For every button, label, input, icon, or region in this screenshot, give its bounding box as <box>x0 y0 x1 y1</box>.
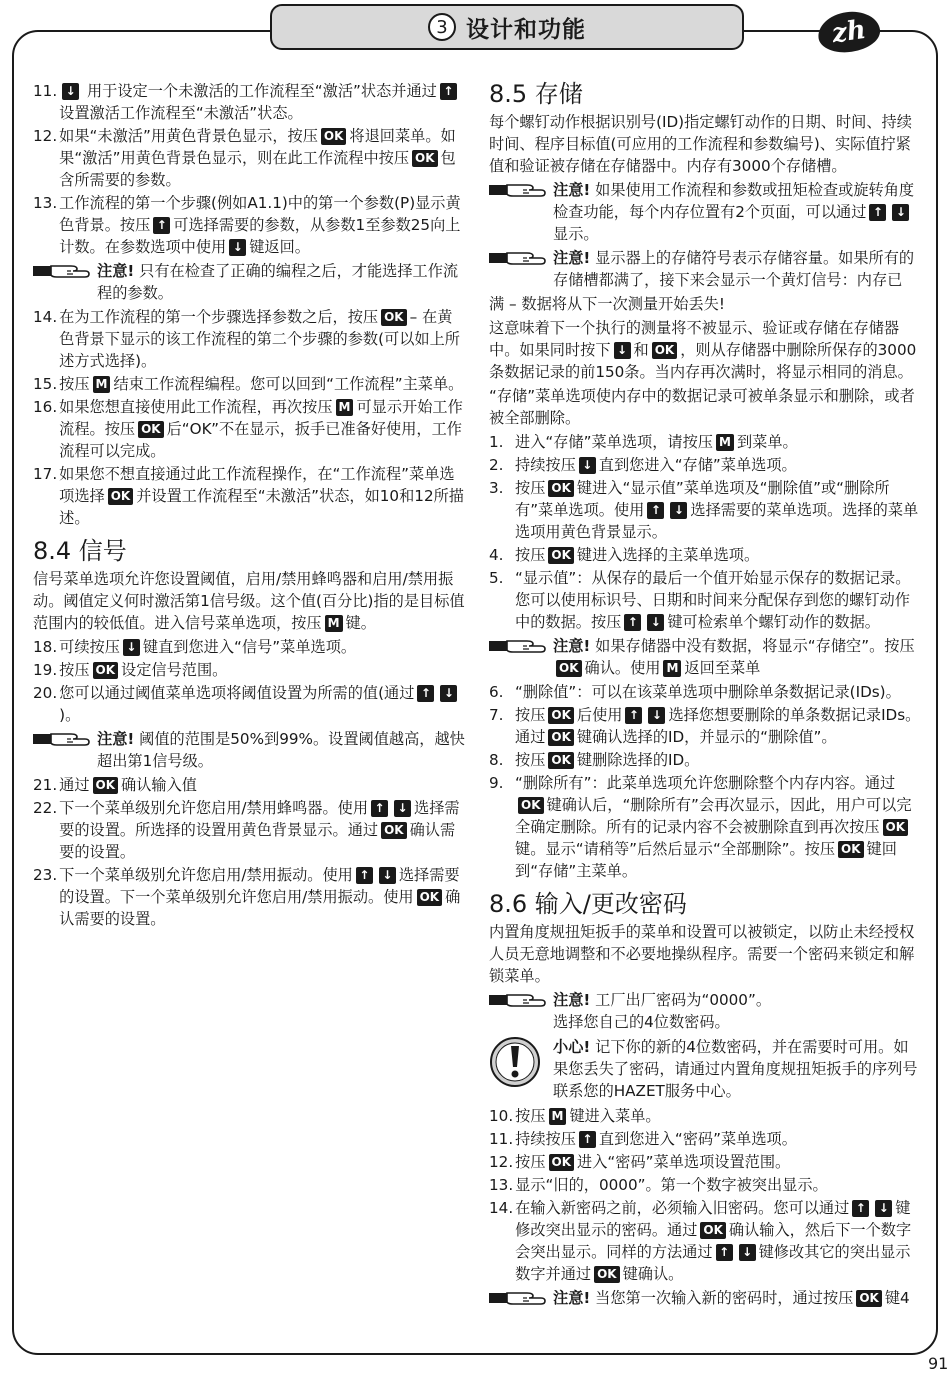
ok-key-icon: OK <box>883 819 909 836</box>
chapter-number: 3 <box>428 13 456 41</box>
list-item: 1. 进入“存储”菜单选项，请按压 M 到菜单。 <box>489 433 798 451</box>
language-badge: zh <box>816 8 883 56</box>
up-key-icon: ↑ <box>852 1200 869 1217</box>
ok-key-icon: OK <box>412 150 438 167</box>
list-item: 14. 在为工作流程的第一个步骤选择参数之后，按压 OK – 在黄色背景下显示的该工作流程的第二个步骤的参数(可以如上所述方式选择)。 <box>33 308 460 370</box>
m-key-icon: M <box>663 660 681 677</box>
list-item: 12. 如果“未激活”用黄色背景色显示，按压 OK 将退回菜单。如果“激活”用黄色背景色显示，则在此工作流程中按压 OK 包含所需要的参数。 <box>33 127 456 189</box>
down-key-icon: ↓ <box>379 867 396 884</box>
list-item: 6. “删除值”：可以在该菜单选项中删除单条数据记录(IDs)。 <box>489 683 901 701</box>
right-column: 8.5 存储 每个螺钉动作根据识别号(ID)指定螺钉动作的日期、时间、持续时间、程序目标值(可应用的工作流程和参数编号)、实际值拧紧值和验证被存储在存储器中。内存有3000个存储槽。 注意! 如果使用工作流程和参数或扭矩检查或旋转角度检查功能，每个内存位置有2个页面，可以通过 ↑ ↓显示。 注意! 显示器上的存储符号表示存储容量。如果所有的存储槽都满了，接下来会显示一个黄灯信号：内存已 满 – 数据将从下一次测量开始丢失! 这意味着下一个执行的测量将不被显示、验证或存储在存储器中。如果同时按下 ↓ 和 OK ，则从存储器中删除所保存的3000条数据记录的前150条。当内存再次满时，将显示相同的消息。 “存储”菜单选项使内存中的数据记录可被单条显示和删除，或者被全部删除。 1. 进入“存储”菜单选项，请按压 M 到菜单。 2. 持续按压 ↓ 直到您进入“存储”菜单选项。 3. 按压 OK 键进入“显示值”菜单选项及“删除值”或“删除所有”菜单选项。使用 ↑ ↓ 选择需要的菜单选项。选择的菜单选项用黄色背景显示。 4. 按压 OK 键进入选择的主菜单选项。 5. “显示值”：从保存的最后一个值开始显示保存的数据记录。您可以使用标识号、日期和时间来分配保存到您的螺钉动作中的数据。按压 ↑ ↓ 键可检索单个螺钉动作的数据。 注意! 如果存储器中没有数据，将显示“存储空”。按压OK 确认。使用 M 返回至菜单 6. “删除值”：可以在该菜单选项中删除单条数据记录(IDs)。 7. 按压 OK 后使用 ↑ ↓ 选择您想要删除的单条数据记录IDs。通过 OK 键确认选择的ID，并显示的“删除值”。 8. 按压 OK 键删除选择的ID。 9. “删除所有”：此菜单选项允许您删除整个内存内容。通过OK 键确认后，“删除所有”会再次显示，因此，用户可以完全确定删除。所有的记录内容不会被删除直到再次按压 OK键。显示“请稍等”后然后显示“全部删除”。按压 OK 键回到“存储”主菜单。 8.6 输入/更改密码 内置角度规扭矩扳手的菜单和设置可以被锁定，以防止未经授权人员无意地调整和不必要地操纵程序。需要一个密码来锁定和解锁菜单。 注意! 工厂出厂密码为“0000”。 选择您自己的4位数密码。 小心! 记下你的新的4位数密码，并在需要时可用。如果您丢失了密码，请通过内置角度规扭矩扳手的序列号联系您的HAZET服务中心。 10. 按压 M 键进入菜单。 11. 持续按压 ↑ 直到您进入“密码”菜单选项。 12. 按压 OK 进入“密码”菜单选项设置范围。 13. 显示“旧的，0000”。第一个数字被突出显示。 14. 在输入新密码之前，必须输入旧密码。您可以通过 ↑ ↓ 键修改突出显示的密码。通过 OK 确认输入，然后下一个数字会突出显示。同样的方法通过 ↑ ↓ 键修改其它的突出显示数字并通过 OK 键确认。 注意! 当您第一次输入新的密码时，通过按压 OK 键4 <box>489 80 921 1307</box>
pointing-hand-icon <box>489 247 553 269</box>
list-item: 9. “删除所有”：此菜单选项允许您删除整个内存内容。通过OK 键确认后，“删除所有”会再次显示，因此，用户可以完全确定删除。所有的记录内容不会被删除直到再次按压 OK键。显示“请稍等”后然后显示“全部删除”。按压 OK 键回到“存储”主菜单。 <box>489 774 912 880</box>
section-intro: 内置角度规扭矩扳手的菜单和设置可以被锁定，以防止未经授权人员无意地调整和不必要地操纵程序。需要一个密码来锁定和解锁菜单。 <box>489 923 915 985</box>
list-item: 13. 显示“旧的，0000”。第一个数字被突出显示。 <box>489 1176 828 1194</box>
section-intro: 信号菜单选项允许您设置阈值，启用/禁用蜂鸣器和启用/禁用振动。阈值定义何时激活第1信号级。这个值(百分比)指的是目标值范围内的较低值。进入信号菜单选项，按压 M 键。 <box>33 570 465 632</box>
ok-key-icon: OK <box>518 797 544 814</box>
down-key-icon: ↓ <box>739 1244 756 1261</box>
ok-key-icon: OK <box>548 480 574 497</box>
up-key-icon: ↑ <box>417 685 434 702</box>
ok-key-icon: OK <box>108 488 134 505</box>
list-item: 3. 按压 OK 键进入“显示值”菜单选项及“删除值”或“删除所有”菜单选项。使用 ↑ ↓ 选择需要的菜单选项。选择的菜单选项用黄色背景显示。 <box>489 479 919 541</box>
down-key-icon: ↓ <box>647 614 664 631</box>
m-key-icon: M <box>93 376 111 393</box>
up-key-icon: ↑ <box>371 800 388 817</box>
chapter-header <box>270 4 744 50</box>
ok-key-icon: OK <box>548 547 574 564</box>
down-key-icon: ↓ <box>892 204 909 221</box>
list-item: 14. 在输入新密码之前，必须输入旧密码。您可以通过 ↑ ↓ 键修改突出显示的密码。通过 OK 确认输入，然后下一个数字会突出显示。同样的方法通过 ↑ ↓ 键修改其它的突出显示数字并通过 OK 键确认。 <box>489 1199 912 1283</box>
down-key-icon: ↓ <box>123 639 140 656</box>
list-item: 10. 按压 M 键进入菜单。 <box>489 1107 661 1125</box>
exclamation-warning-icon <box>489 1036 553 1102</box>
ok-key-icon: OK <box>93 777 119 794</box>
list-item: 16. 如果您想直接使用此工作流程，再次按压 M 可显示开始工作流程。按压 OK 后“OK”不在显示，扳手已准备好使用，工作流程可以完成。 <box>33 398 463 460</box>
ok-key-icon: OK <box>700 1222 726 1239</box>
ok-key-icon: OK <box>138 421 164 438</box>
list-item: 4. 按压 OK 键进入选择的主菜单选项。 <box>489 546 760 564</box>
section-intro: 每个螺钉动作根据识别号(ID)指定螺钉动作的日期、时间、持续时间、程序目标值(可应用的工作流程和参数编号)、实际值拧紧值和验证被存储在存储器中。内存有3000个存储槽。 <box>489 113 912 175</box>
ok-key-icon: OK <box>556 660 582 677</box>
list-item: 2. 持续按压 ↓ 直到您进入“存储”菜单选项。 <box>489 456 797 474</box>
list-item: 20. 您可以通过阈值菜单选项将阈值设置为所需的值(通过 ↑ ↓)。 <box>33 682 465 726</box>
down-key-icon: ↓ <box>394 800 411 817</box>
list-item: 22. 下一个菜单级别允许您启用/禁用蜂鸣器。使用 ↑ ↓ 选择需要的设置。所选择的设置用黄色背景显示。通过 OK 确认需要的设置。 <box>33 799 460 861</box>
ok-key-icon: OK <box>652 342 678 359</box>
pointing-hand-icon <box>33 728 97 750</box>
section-title-signal: 8.4 信号 <box>33 537 127 565</box>
list-item: 21. 通过 OK 确认输入值 <box>33 776 197 794</box>
down-key-icon: ↓ <box>614 342 631 359</box>
down-key-icon: ↓ <box>875 1200 892 1217</box>
down-key-icon: ↓ <box>440 685 457 702</box>
note-block: 注意! 阈值的范围是50%到99%。设置阈值越高，越快超出第1信号级。 <box>33 728 465 772</box>
ok-key-icon: OK <box>381 309 407 326</box>
up-key-icon: ↑ <box>440 83 457 100</box>
up-key-icon: ↑ <box>579 1131 596 1148</box>
note-block: 注意! 工厂出厂密码为“0000”。 选择您自己的4位数密码。 <box>489 989 921 1033</box>
down-key-icon: ↓ <box>62 83 79 100</box>
m-key-icon: M <box>716 434 734 451</box>
note-block: 注意! 只有在检查了正确的编程之后，才能选择工作流程的参数。 <box>33 260 465 304</box>
note-block: 注意! 如果存储器中没有数据，将显示“存储空”。按压OK 确认。使用 M 返回至菜单 <box>489 635 921 679</box>
note-block: 注意! 显示器上的存储符号表示存储容量。如果所有的存储槽都满了，接下来会显示一个黄灯信号：内存已 <box>489 247 921 291</box>
ok-key-icon: OK <box>548 729 574 746</box>
down-key-icon: ↓ <box>648 707 665 724</box>
pointing-hand-icon <box>489 989 553 1011</box>
pointing-hand-icon <box>33 260 97 282</box>
list-item: 18. 可续按压 ↓ 键直到您进入“信号”菜单选项。 <box>33 638 357 656</box>
m-key-icon: M <box>336 399 354 416</box>
left-column <box>33 80 465 931</box>
list-item: 23. 下一个菜单级别允许您启用/禁用振动。使用 ↑ ↓ 选择需要的设置。下一个菜单级别允许您启用/禁用振动。使用 OK 确认需要的设置。 <box>33 866 461 928</box>
section-title-password: 8.6 输入/更改密码 <box>489 890 687 918</box>
up-key-icon: ↑ <box>869 204 886 221</box>
ok-key-icon: OK <box>321 128 347 145</box>
ok-key-icon: OK <box>417 889 443 906</box>
ok-key-icon: OK <box>549 1154 575 1171</box>
ok-key-icon: OK <box>548 707 574 724</box>
pointing-hand-icon <box>489 1287 553 1309</box>
section-title-memory: 8.5 存储 <box>489 80 583 108</box>
ok-key-icon: OK <box>856 1290 882 1307</box>
down-key-icon: ↓ <box>579 457 596 474</box>
list-item: 19. 按压 OK 设定信号范围。 <box>33 661 228 679</box>
up-key-icon: ↑ <box>624 614 641 631</box>
pointing-hand-icon <box>489 179 553 201</box>
page-number: 91 <box>928 1354 949 1373</box>
list-item: 15. 按压 M 结束工作流程编程。您可以回到“工作流程”主菜单。 <box>33 375 464 393</box>
list-item: 5. “显示值”：从保存的最后一个值开始显示保存的数据记录。您可以使用标识号、日期和时间来分配保存到您的螺钉动作中的数据。按压 ↑ ↓ 键可检索单个螺钉动作的数据。 <box>489 569 911 631</box>
up-key-icon: ↑ <box>716 1244 733 1261</box>
down-key-icon: ↓ <box>229 239 246 256</box>
pointing-hand-icon <box>489 635 553 657</box>
ok-key-icon: OK <box>548 752 574 769</box>
list-item: 12. 按压 OK 进入“密码”菜单选项设置范围。 <box>489 1153 791 1171</box>
list-item: 13. 工作流程的第一个步骤(例如A1.1)中的第一个参数(P)显示黄色背景。按压 ↑ 可选择需要的参数，从参数1至参数25向上计数。在参数选项中使用 ↓ 键返回。 <box>33 194 461 256</box>
note-block: 注意! 如果使用工作流程和参数或扭矩检查或旋转角度检查功能，每个内存位置有2个页面，可以通过 ↑ ↓显示。 <box>489 179 921 245</box>
ok-key-icon: OK <box>93 662 119 679</box>
caution-block: 小心! 记下你的新的4位数密码，并在需要时可用。如果您丢失了密码，请通过内置角度规扭矩扳手的序列号联系您的HAZET服务中心。 <box>489 1036 921 1102</box>
ok-key-icon: OK <box>838 841 864 858</box>
m-key-icon: M <box>549 1108 567 1125</box>
down-key-icon: ↓ <box>670 502 687 519</box>
list-item: 11. 持续按压 ↑ 直到您进入“密码”菜单选项。 <box>489 1130 797 1148</box>
ok-key-icon: OK <box>381 822 407 839</box>
list-item: 17. 如果您不想直接通过此工作流程操作，在“工作流程”菜单选项选择 OK 并设置工作流程至“未激活”状态，如10和12所描述。 <box>33 465 464 527</box>
note-block: 注意! 当您第一次输入新的密码时，通过按压 OK 键4 <box>489 1287 921 1309</box>
up-key-icon: ↑ <box>356 867 373 884</box>
list-item: 11. ↓ 用于设定一个未激活的工作流程至“激活”状态并通过 ↑设置激活工作流程至“未激活”状态。 <box>33 80 465 124</box>
up-key-icon: ↑ <box>625 707 642 724</box>
up-key-icon: ↑ <box>647 502 664 519</box>
list-item: 7. 按压 OK 后使用 ↑ ↓ 选择您想要删除的单条数据记录IDs。通过 OK 键确认选择的ID，并显示的“删除值”。 <box>489 706 921 746</box>
list-item: 8. 按压 OK 键删除选择的ID。 <box>489 751 700 769</box>
m-key-icon: M <box>325 615 343 632</box>
chapter-title: 设计和功能 <box>466 16 586 43</box>
ok-key-icon: OK <box>594 1266 620 1283</box>
up-key-icon: ↑ <box>153 217 170 234</box>
